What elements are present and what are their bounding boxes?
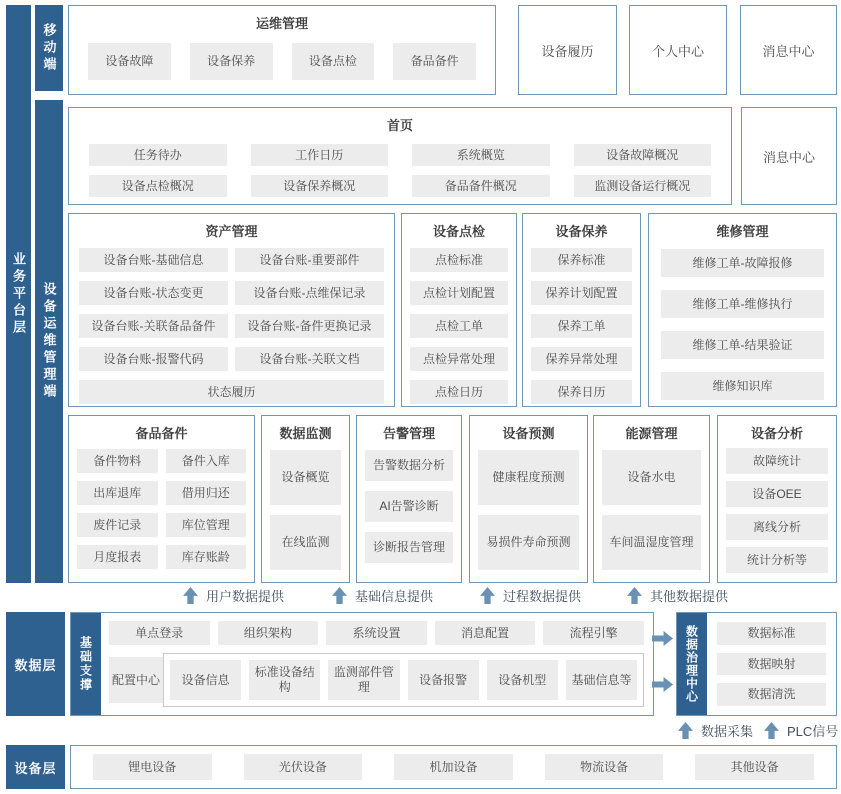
layer-bar-business-platform [6, 5, 31, 583]
layer-bar-ops-client-label: 设备运维管理端 [41, 282, 57, 401]
box-personal-center[interactable] [629, 5, 727, 95]
section-data-monitoring-title: 数据监测 [279, 426, 332, 441]
menu-item-maintain-standard[interactable]: 保养标准 [531, 248, 632, 272]
menu-item-ai-alarm-diagnosis[interactable]: AI告警诊断 [365, 491, 453, 522]
up-arrow-icon [764, 722, 779, 739]
up-arrow-icon [183, 587, 198, 604]
menu-item-outbound-return[interactable]: 出库退库 [77, 481, 158, 505]
data-governance-label: 数据治理中心 [684, 625, 699, 703]
flow-user-data-label: 用户数据提供 [206, 589, 285, 604]
menu-item-data-cleansing[interactable]: 数据清洗 [717, 683, 826, 706]
menu-item-other-equipment[interactable]: 其他设备 [695, 754, 814, 780]
menu-item-spare-material[interactable]: 备件物料 [77, 449, 158, 473]
flow-plc-signal [764, 721, 838, 740]
menu-item-ledger-basic-info[interactable]: 设备台账-基础信息 [79, 248, 228, 272]
layer-bar-data-label: 数据层 [14, 657, 57, 673]
section-device-layer [70, 745, 837, 789]
menu-item-diagnosis-report[interactable]: 诊断报告管理 [365, 532, 453, 563]
menu-item-repair-knowledge-base[interactable]: 维修知识库 [661, 372, 824, 400]
menu-item-org-structure[interactable]: 组织架构 [218, 621, 319, 645]
box-personal-center-label: 个人中心 [651, 43, 704, 59]
menu-item-device-alarm[interactable]: 设备报警 [408, 660, 479, 700]
menu-item-ledger-maintenance-record[interactable]: 设备台账-点维保记录 [235, 281, 384, 305]
menu-item-data-mapping[interactable]: 数据映射 [717, 653, 826, 676]
menu-item-work-calendar[interactable]: 工作日历 [251, 144, 389, 166]
menu-item-status-history[interactable]: 状态履历 [79, 380, 384, 404]
up-arrow-icon [480, 587, 495, 604]
menu-item-offline-analysis[interactable]: 离线分析 [726, 514, 828, 540]
menu-item-monitor-part-mgmt[interactable]: 监测部件管理 [328, 660, 399, 700]
section-device-analysis-title: 设备分析 [750, 426, 803, 441]
section-device-analysis [717, 415, 837, 583]
menu-item-maintain-workorder[interactable]: 保养工单 [531, 314, 632, 338]
menu-item-inspect-plan-config[interactable]: 点检计划配置 [410, 281, 508, 305]
menu-item-repair-fault-report[interactable]: 维修工单-故障报修 [661, 249, 824, 277]
section-repair-management-title: 维修管理 [716, 224, 769, 239]
menu-item-message-config[interactable]: 消息配置 [435, 621, 536, 645]
box-message-center-home[interactable] [741, 107, 837, 205]
menu-item-scrap-record[interactable]: 废件记录 [77, 513, 158, 537]
flow-data-collection [678, 721, 753, 740]
flow-process-data-label: 过程数据提供 [503, 589, 582, 604]
menu-item-device-info[interactable]: 设备信息 [170, 660, 241, 700]
layer-bar-device-label: 设备层 [14, 760, 57, 776]
menu-item-ledger-linked-spares[interactable]: 设备台账-关联备品备件 [79, 314, 228, 338]
section-data-governance-center [676, 612, 837, 716]
section-spare-parts-title: 备品备件 [135, 426, 188, 441]
menu-item-inspect-calendar[interactable]: 点检日历 [410, 380, 508, 404]
menu-item-spare-overview[interactable]: 备品备件概况 [412, 175, 550, 197]
section-device-maintenance [522, 213, 641, 407]
menu-item-monthly-report[interactable]: 月度报表 [77, 545, 158, 569]
flow-data-collection-label: 数据采集 [701, 724, 754, 739]
menu-item-device-oee[interactable]: 设备OEE [726, 481, 828, 507]
menu-item-config-center[interactable]: 配置中心 [109, 657, 163, 703]
section-ops-management-title: 运维管理 [255, 16, 308, 31]
up-arrow-icon [332, 587, 347, 604]
section-energy-management [593, 415, 710, 583]
menu-item-device-utilities[interactable]: 设备水电 [602, 450, 701, 505]
section-energy-management-title: 能源管理 [625, 426, 678, 441]
menu-item-borrow-return[interactable]: 借用归还 [166, 481, 247, 505]
basic-support-strip [71, 613, 101, 715]
section-asset-management-title: 资产管理 [205, 224, 258, 239]
menu-item-workflow-engine[interactable]: 流程引擎 [543, 621, 644, 645]
menu-item-data-standard[interactable]: 数据标准 [717, 622, 826, 645]
menu-item-lithium-equipment[interactable]: 锂电设备 [93, 754, 212, 780]
menu-item-sso[interactable]: 单点登录 [109, 621, 210, 645]
data-governance-strip [677, 613, 707, 715]
flow-other-data [627, 586, 728, 605]
menu-item-device-maintain[interactable]: 设备保养 [190, 43, 273, 80]
menu-item-spare-parts[interactable]: 备品备件 [393, 43, 476, 80]
flow-process-data [480, 586, 581, 605]
up-arrow-icon [678, 722, 693, 739]
up-arrow-icon [627, 587, 642, 604]
menu-item-spare-inbound[interactable]: 备件入库 [166, 449, 247, 473]
menu-item-inspect-workorder[interactable]: 点检工单 [410, 314, 508, 338]
menu-item-maintain-exception[interactable]: 保养异常处理 [531, 347, 632, 371]
section-repair-management [648, 213, 837, 407]
menu-item-wear-part-life-prediction[interactable]: 易损件寿命预测 [478, 515, 579, 570]
menu-item-logistics-equipment[interactable]: 物流设备 [545, 754, 664, 780]
section-basic-support [70, 612, 654, 716]
menu-item-alarm-data-analysis[interactable]: 告警数据分析 [365, 450, 453, 481]
flow-other-data-label: 其他数据提供 [650, 589, 729, 604]
menu-item-fault-overview[interactable]: 设备故障概况 [574, 144, 712, 166]
menu-item-inspect-standard[interactable]: 点检标准 [410, 248, 508, 272]
menu-item-ledger-alarm-code[interactable]: 设备台账-报警代码 [79, 347, 228, 371]
right-arrow-icon [652, 677, 673, 692]
menu-item-device-overview[interactable]: 设备概览 [270, 450, 341, 505]
basic-support-label: 基础支撑 [78, 636, 93, 692]
menu-item-maintain-calendar[interactable]: 保养日历 [531, 380, 632, 404]
layer-bar-device [6, 745, 65, 789]
section-home [68, 107, 732, 205]
menu-item-repair-execution[interactable]: 维修工单-维修执行 [661, 290, 824, 318]
menu-item-monitor-run-overview[interactable]: 监测设备运行概况 [574, 175, 712, 197]
menu-item-workshop-temp-humidity[interactable]: 车间温湿度管理 [602, 515, 701, 570]
menu-item-fault-statistics[interactable]: 故障统计 [726, 448, 828, 474]
box-message-center-top-label: 消息中心 [762, 43, 815, 59]
layer-bar-mobile-label: 移动端 [41, 22, 57, 74]
flow-basic-info [332, 586, 433, 605]
section-device-prediction [469, 415, 588, 583]
menu-item-inventory-aging[interactable]: 库存账龄 [166, 545, 247, 569]
menu-item-ledger-status-change[interactable]: 设备台账-状态变更 [79, 281, 228, 305]
layer-bar-data [6, 612, 65, 716]
menu-item-statistical-analysis[interactable]: 统计分析等 [726, 547, 828, 573]
box-message-center-home-label: 消息中心 [762, 149, 815, 165]
right-arrow-icon [652, 631, 673, 646]
menu-item-system-settings[interactable]: 系统设置 [326, 621, 427, 645]
menu-item-device-inspect[interactable]: 设备点检 [292, 43, 375, 80]
box-device-history[interactable] [518, 5, 617, 95]
menu-item-inspect-exception[interactable]: 点检异常处理 [410, 347, 508, 371]
menu-item-device-fault[interactable]: 设备故障 [88, 43, 171, 80]
menu-item-storage-location[interactable]: 库位管理 [166, 513, 247, 537]
menu-item-health-prediction[interactable]: 健康程度预测 [478, 450, 579, 505]
box-device-history-label: 设备履历 [541, 43, 594, 59]
layer-bar-business-platform-label: 业务平台层 [11, 251, 26, 337]
section-alarm-management-title: 告警管理 [382, 426, 435, 441]
menu-item-repair-result-verify[interactable]: 维修工单-结果验证 [661, 331, 824, 359]
layer-bar-ops-client [35, 100, 63, 583]
menu-item-machining-equipment[interactable]: 机加设备 [394, 754, 513, 780]
flow-user-data [183, 586, 284, 605]
flow-basic-info-label: 基础信息提供 [355, 589, 434, 604]
section-data-monitoring [261, 415, 350, 583]
menu-item-ledger-linked-docs[interactable]: 设备台账-关联文档 [235, 347, 384, 371]
menu-item-maintain-plan-config[interactable]: 保养计划配置 [531, 281, 632, 305]
menu-item-ledger-key-parts[interactable]: 设备台账-重要部件 [235, 248, 384, 272]
menu-item-system-overview[interactable]: 系统概览 [412, 144, 550, 166]
layer-bar-mobile [35, 5, 63, 91]
section-ops-management [68, 5, 496, 95]
section-device-maintenance-title: 设备保养 [555, 224, 608, 239]
section-spare-parts [68, 415, 255, 583]
flow-plc-signal-label: PLC信号 [787, 724, 839, 739]
section-device-prediction-title: 设备预测 [502, 426, 555, 441]
menu-item-standard-device-structure[interactable]: 标准设备结构 [249, 660, 320, 700]
menu-item-basic-info-etc[interactable]: 基础信息等 [566, 660, 637, 700]
section-asset-management [68, 213, 395, 407]
menu-item-maintain-overview[interactable]: 设备保养概况 [251, 175, 389, 197]
section-home-title: 首页 [386, 118, 413, 133]
menu-item-device-model[interactable]: 设备机型 [487, 660, 558, 700]
menu-item-todo[interactable]: 任务待办 [89, 144, 227, 166]
menu-item-photovoltaic-equipment[interactable]: 光伏设备 [244, 754, 363, 780]
box-message-center-top[interactable] [740, 5, 837, 95]
section-device-inspection-title: 设备点检 [432, 224, 485, 239]
section-alarm-management [356, 415, 462, 583]
menu-item-inspect-overview[interactable]: 设备点检概况 [89, 175, 227, 197]
menu-item-ledger-part-replace-record[interactable]: 设备台账-备件更换记录 [235, 314, 384, 338]
config-items-container [163, 653, 644, 707]
menu-item-online-monitoring[interactable]: 在线监测 [270, 515, 341, 570]
section-device-inspection [401, 213, 517, 407]
